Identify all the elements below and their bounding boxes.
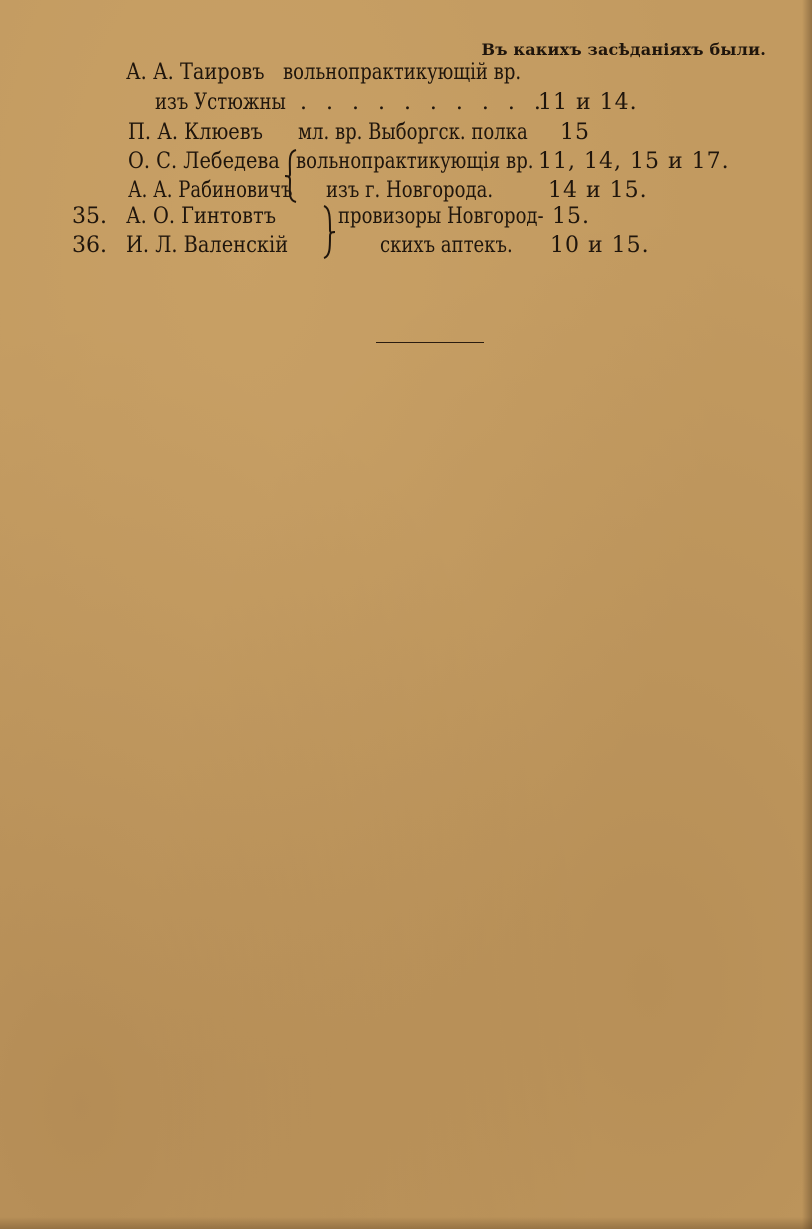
- entry-description: провизоры Новгород-: [338, 204, 544, 229]
- entry-name: А. А. Рабиновичъ: [128, 178, 293, 203]
- closing-rule: [376, 342, 484, 343]
- entry-number: 36.: [72, 233, 107, 258]
- entry-description: изъ Устюжны: [155, 90, 286, 115]
- page-edge-shadow: [802, 0, 812, 1229]
- entry-number: 35.: [72, 204, 107, 229]
- brace-group-2: [318, 204, 338, 260]
- brace-group-1: [282, 148, 302, 204]
- entry-description: мл. вр. Выборгск. полка: [298, 120, 528, 145]
- entry-name: А. А. Таировъ: [126, 60, 265, 85]
- entry-sessions: 11 и 14.: [538, 90, 638, 115]
- column-header: Въ какихъ засѣданіяхъ были.: [481, 40, 766, 59]
- entry-sessions: 15: [560, 120, 590, 145]
- entry-description: вольнопрактикующія вр.: [296, 149, 534, 174]
- entry-name: П. А. Клюевъ: [128, 120, 263, 145]
- entry-name: О. С. Лебедева: [128, 149, 280, 174]
- entry-description: вольнопрактикующій вр.: [283, 60, 522, 85]
- leader-dots: . . . . . . . . . .: [300, 90, 547, 115]
- entry-sessions: 14 и 15.: [548, 178, 648, 203]
- entry-sessions: 11, 14, 15 и 17.: [538, 149, 730, 174]
- entry-sessions: 10 и 15.: [550, 233, 650, 258]
- entry-description: скихъ аптекъ.: [380, 233, 513, 258]
- entry-description: изъ г. Новгорода.: [326, 178, 494, 203]
- page-edge-shadow-bottom: [0, 1217, 812, 1229]
- entry-sessions: 15.: [552, 204, 590, 229]
- entry-name: А. О. Гинтовтъ: [126, 204, 277, 229]
- entry-name: И. Л. Валенскій: [126, 233, 289, 258]
